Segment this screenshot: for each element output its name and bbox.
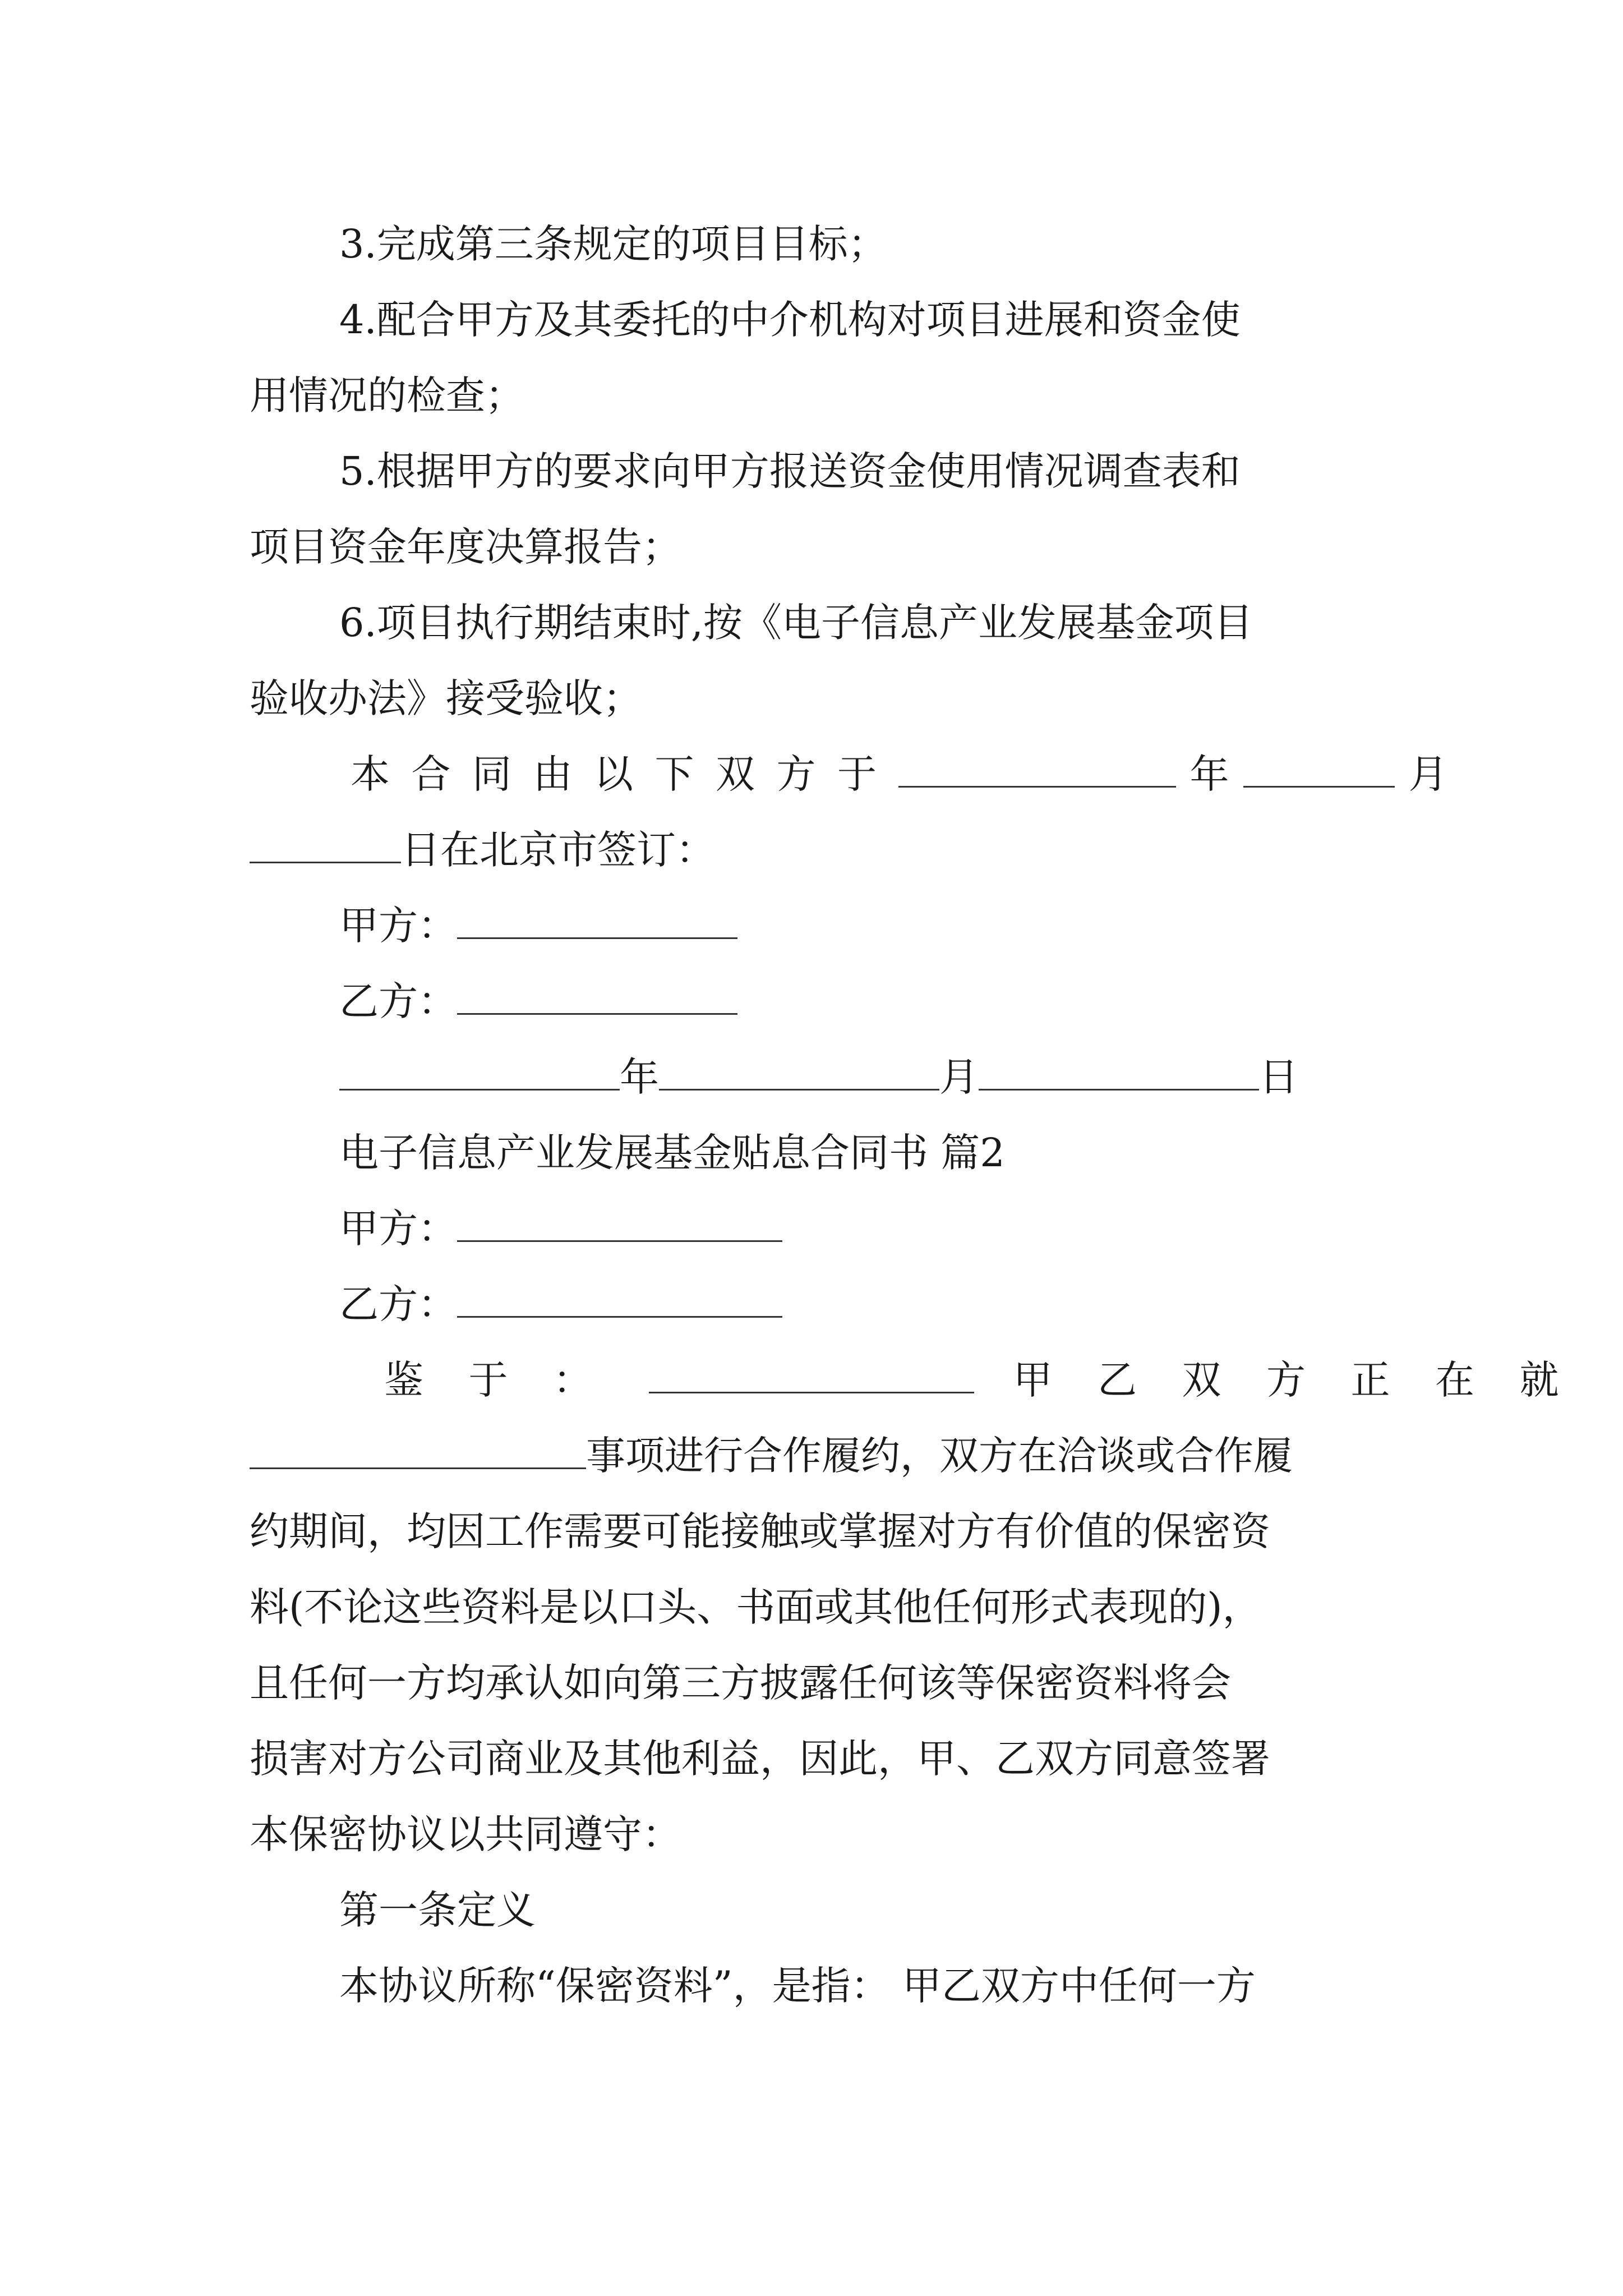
party-b-blank <box>457 979 737 1015</box>
party-a-blank <box>457 904 737 939</box>
item-5-line-1: 5.根据甲方的要求向甲方报送资金使用情况调查表和 <box>339 448 1241 494</box>
date-year-label: 年 <box>620 1054 659 1100</box>
party-b-label: 乙方： <box>339 978 457 1024</box>
signing-year-blank <box>898 752 1176 788</box>
date-month-blank <box>659 1055 939 1091</box>
item-3: 3.完成第三条规定的项目目标； <box>339 221 887 267</box>
signing-statement-line-2 <box>250 822 1623 878</box>
signing-day-place: 日在北京市签订： <box>401 827 715 873</box>
party-b-2-line <box>339 1276 1623 1332</box>
whereas-blank-1 <box>649 1358 974 1393</box>
party-b-2-blank <box>457 1282 782 1318</box>
item-6-line-1: 6.项目执行期结束时,按《电子信息产业发展基金项目 <box>339 600 1253 646</box>
item-5-line-2: 项目资金年度决算报告； <box>250 524 681 570</box>
party-b-2-label: 乙方： <box>339 1281 457 1327</box>
signing-day-blank <box>250 828 401 863</box>
whereas-line-6: 损害对方公司商业及其他利益，因此，甲、乙双方同意签署 <box>250 1736 1270 1782</box>
signing-statement-line-1 <box>351 746 1623 802</box>
item-4-line-1: 4.配合甲方及其委托的中介机构对项目进展和资金使 <box>339 297 1241 343</box>
item-4-line-2: 用情况的检查； <box>250 372 524 418</box>
whereas-line-4: 料(不论这些资料是以口头、书面或其他任何形式表现的)， <box>250 1584 1262 1630</box>
item-6-line-2: 验收办法》接受验收； <box>250 675 642 721</box>
date-year-blank <box>339 1055 620 1091</box>
party-a-line <box>339 898 1623 954</box>
signing-prefix: 本合同由以下双方于 <box>351 751 898 797</box>
date-day-label: 日 <box>1259 1054 1298 1100</box>
whereas-line-2 <box>250 1428 1623 1484</box>
party-b-line <box>339 973 1623 1029</box>
whereas-line-1 <box>384 1352 1623 1408</box>
party-a-2-label: 甲方： <box>339 1205 457 1251</box>
signing-year-label: 年 <box>1189 751 1229 797</box>
whereas-prefix: 鉴于： <box>384 1357 638 1403</box>
whereas-line-7: 本保密协议以共同遵守： <box>250 1811 681 1857</box>
date-day-blank <box>979 1055 1259 1091</box>
whereas-line-3: 约期间，均因工作需要可能接触或掌握对方有价值的保密资 <box>250 1508 1270 1554</box>
date-month-label: 月 <box>939 1054 979 1100</box>
section-2-title: 电子信息产业发展基金贴息合同书 篇2 <box>339 1130 1005 1176</box>
whereas-blank-2 <box>250 1434 586 1469</box>
party-a-2-blank <box>457 1207 782 1242</box>
whereas-text-2: 事项进行合作履约，双方在洽谈或合作履 <box>586 1433 1293 1479</box>
signing-month-blank <box>1243 752 1395 788</box>
signing-month-label: 月 <box>1408 751 1448 797</box>
date-line <box>339 1049 1623 1105</box>
party-a-2-line <box>339 1200 1623 1257</box>
whereas-suffix: 甲乙双方正在就 <box>1013 1357 1604 1403</box>
article-1-text: 本协议所称“保密资料”，是指： 甲乙双方中任何一方 <box>339 1963 1256 2009</box>
whereas-line-5: 且任何一方均承认如向第三方披露任何该等保密资料将会 <box>250 1660 1231 1706</box>
party-a-label: 甲方： <box>339 903 457 949</box>
article-1-title: 第一条定义 <box>339 1887 536 1933</box>
